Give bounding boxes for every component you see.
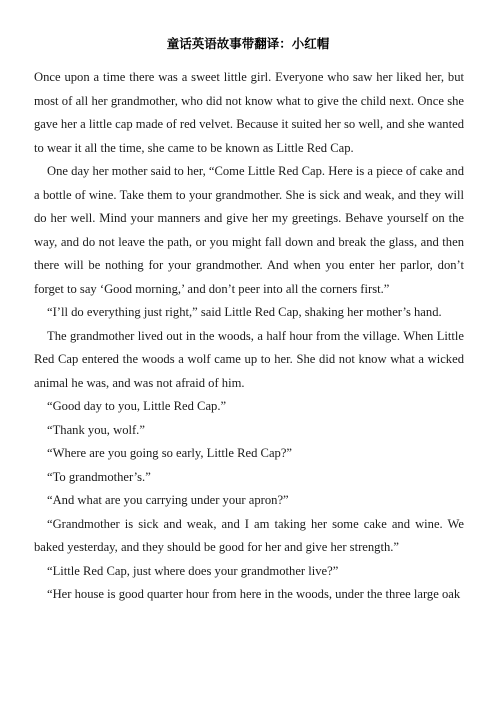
- paragraph: “Her house is good quarter hour from here in the woods, under the three large oak: [47, 587, 461, 601]
- paragraph: “I’ll do everything just right,” said Little Red Cap, shaking her mother’s hand.: [47, 305, 442, 319]
- paragraph: The grandmother lived out in the woods, a half hour from the village. When Little Red Cap entered the woods a wolf came up to her. She did not know what a wicked animal he was, and was not afraid of him.: [34, 328, 464, 390]
- paragraph: Once upon a time there was a sweet little girl. Everyone who saw her liked her, but most of all her grandmother, who did not know what to give the child next. Once she gave her a little cap made of red velvet. Because it suited her so well, and she wanted to wear it all the time, she came to be known as Little Red Cap.: [34, 70, 464, 155]
- paragraph: “And what are you carrying under your apron?”: [47, 493, 289, 507]
- document-body: [34, 66, 464, 607]
- paragraph: “Where are you going so early, Little Red Cap?”: [47, 446, 293, 460]
- document-title: 童话英语故事带翻译：小红帽: [166, 36, 330, 51]
- paragraph: “Grandmother is sick and weak, and I am taking her some cake and wine. We baked yesterday, and they should be good for her and give her strength.”: [34, 516, 464, 554]
- paragraph: “Little Red Cap, just where does your grandmother live?”: [47, 563, 339, 578]
- paragraph: One day her mother said to her, “Come Little Red Cap. Here is a piece of cake and a bottle of wine. Take them to your grandmother. She is sick and weak, and they will do her well. Mind your manners and give her my greetings. Behave yourself on the way, and do not leave the path, or you might fall down and break the glass, and then there will be nothing for your grandmother. And when you enter her parlor, don’t forget to say ‘Good morning,’ and don’t peer into all the corners first.”: [34, 164, 464, 296]
- paragraph: “Thank you, wolf.”: [47, 422, 145, 437]
- paragraph: “Good day to you, Little Red Cap.”: [47, 399, 227, 413]
- paragraph: “To grandmother’s.”: [47, 469, 151, 484]
